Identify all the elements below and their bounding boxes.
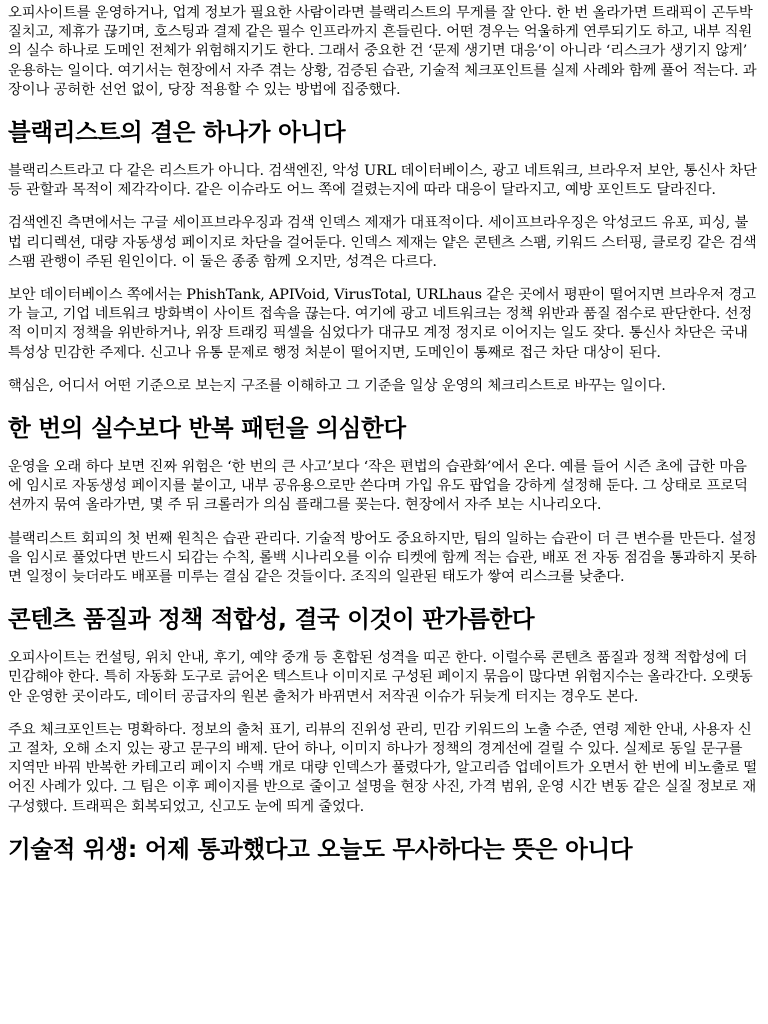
section-heading: 한 번의 실수보다 반복 패턴을 의심한다	[8, 414, 406, 443]
section-repeat-patterns	[8, 414, 760, 587]
paragraph: 주요 체크포인트는 명확하다. 정보의 출처 표기, 리뷰의 진위성 관리, 민감 키워드의 노출 수준, 연령 제한 안내, 사용자 신고 절차, 오해 소지 있는 광고 문구의 배제. 단어 하나, 이미지 하나가 정책의 경계선에 걸릴 수 있다. 실제로 동일 문구를 지역만 바꿔 반복한 카테고리 페이지 수백 개로 대량 인덱스가 풀렸다가, 알고리즘 업데이트가 오면서 한 번에 비노출로 떨어진 사례가 있다. 그 팀은 이후 페이지를 반으로 줄이고 설명을 현장 사진, 가격 범위, 운영 시간 변동 같은 실질 정보로 재구성했다. 트래픽은 회복되었고, 신고도 눈에 띄게 줄었다.	[8, 721, 758, 815]
paragraph: 핵심은, 어디서 어떤 기준으로 보는지 구조를 이해하고 그 기준을 일상 운영의 체크리스트로 바꾸는 일이다.	[8, 377, 666, 394]
intro-paragraph: 오피사이트를 운영하거나, 업계 정보가 필요한 사람이라면 블랙리스트의 무게를 잘 안다. 한 번 올라가면 트래픽이 곤두박질치고, 제휴가 끊기며, 호스팅과 결제 같은 필수 인프라까지 흔들린다. 어떤 경우는 억울하게 연루되기도 하고, 내부 직원의 실수 하나로 도메인 전체가 위험해지기도 한다. 그래서 중요한 건 ‘문제 생기면 대응’이 아니라 ‘리스크가 생기지 않게’ 운용하는 일이다. 여기서는 현장에서 자주 겪는 상황, 검증된 습관, 기술적 체크포인트를 실제 사례와 함께 풀어 적는다. 과장이나 공허한 선언 없이, 당장 적용할 수 있는 방법에 집중했다.	[8, 5, 757, 98]
paragraph: 오피사이트는 컨설팅, 위치 안내, 후기, 예약 중개 등 혼합된 성격을 띠곤 한다. 이럴수록 콘텐츠 품질과 정책 적합성에 더 민감해야 한다. 특히 자동화 도구로 긁어온 텍스트나 이미지로 구성된 페이지 묶음이 많다면 위험지수는 올라간다. 오랫동안 운영한 곳이라도, 데이터 공급자의 원본 출처가 바뀌면서 저작권 이슈가 뒤늦게 터지는 경우도 본다.	[8, 650, 753, 705]
paragraph: 블랙리스트 회피의 첫 번째 원칙은 습관 관리다. 기술적 방어도 중요하지만, 팀의 일하는 습관이 더 큰 변수를 만든다. 설정을 임시로 풀었다면 반드시 되감는 수칙, 롤백 시나리오를 이슈 티켓에 함께 적는 습관, 배포 전 자동 점검을 통과하지 못하면 일정이 늦더라도 배포를 미루는 결심 같은 것들이다. 조직의 일관된 태도가 쌓여 리스크를 낮춘다.	[8, 530, 757, 586]
section-heading: 블랙리스트의 결은 하나가 아니다	[8, 118, 346, 147]
paragraph: 블랙리스트라고 다 같은 리스트가 아니다. 검색엔진, 악성 URL 데이터베이스, 광고 네트워크, 브라우저 보안, 통신사 차단 등 관할과 목적이 제각각이다. 같은 이슈라도 어느 쪽에 걸렸는지에 따라 대응이 달라지고, 예방 포인트도 달라진다.	[8, 163, 757, 199]
paragraph: 검색엔진 측면에서는 구글 세이프브라우징과 검색 인덱스 제재가 대표적이다. 세이프브라우징은 악성코드 유포, 피싱, 불법 리디렉션, 대량 자동생성 페이지로 차단을 걸어둔다. 인덱스 제재는 얕은 콘텐츠 스팸, 키워드 스터핑, 클로킹 같은 검색 스팸 관행이 주된 원인이다. 이 둘은 종종 함께 오지만, 성격은 다르다.	[8, 215, 757, 270]
section-content-quality	[8, 605, 760, 817]
section-blacklist-types	[8, 118, 760, 396]
paragraph: 운영을 오래 하다 보면 진짜 위험은 ‘한 번의 큰 사고’보다 ‘작은 편법의 습관화’에서 온다. 예를 들어 시즌 초에 급한 마음에 임시로 자동생성 페이지를 붙이고, 내부 공유용으로만 쓴다며 가입 유도 팝업을 강하게 설정해 둔다. 그 상태로 프로덕션까지 묶여 올라가면, 몇 주 뒤 크롤러가 의심 플래그를 꽂는다. 현장에서 자주 보는 시나리오다.	[8, 459, 748, 514]
paragraph: 보안 데이터베이스 쪽에서는 PhishTank, APIVoid, VirusTotal, URLhaus 같은 곳에서 평판이 떨어지면 브라우저 경고가 늘고, 기업 네트워크 방화벽이 사이트 접속을 끊는다. 여기에 광고 네트워크는 정책 위반과 품질 점수로 판단한다. 선정적 이미지 정책을 위반하거나, 위장 트래킹 픽셀을 심었다가 대규모 계정 정지로 이어지는 일도 잦다. 통신사 차단은 국내 특성상 민감한 주제다. 신고나 유통 문제로 행정 처분이 떨어지면, 도메인이 통째로 접근 차단 대상이 된다.	[8, 287, 756, 361]
article-body	[8, 4, 760, 863]
section-technical-hygiene	[8, 835, 760, 863]
section-heading: 콘텐츠 품질과 정책 적합성, 결국 이것이 판가름한다	[8, 605, 535, 634]
section-heading: 기술적 위생: 어제 통과했다고 오늘도 무사하다는 뜻은 아니다	[8, 834, 633, 863]
